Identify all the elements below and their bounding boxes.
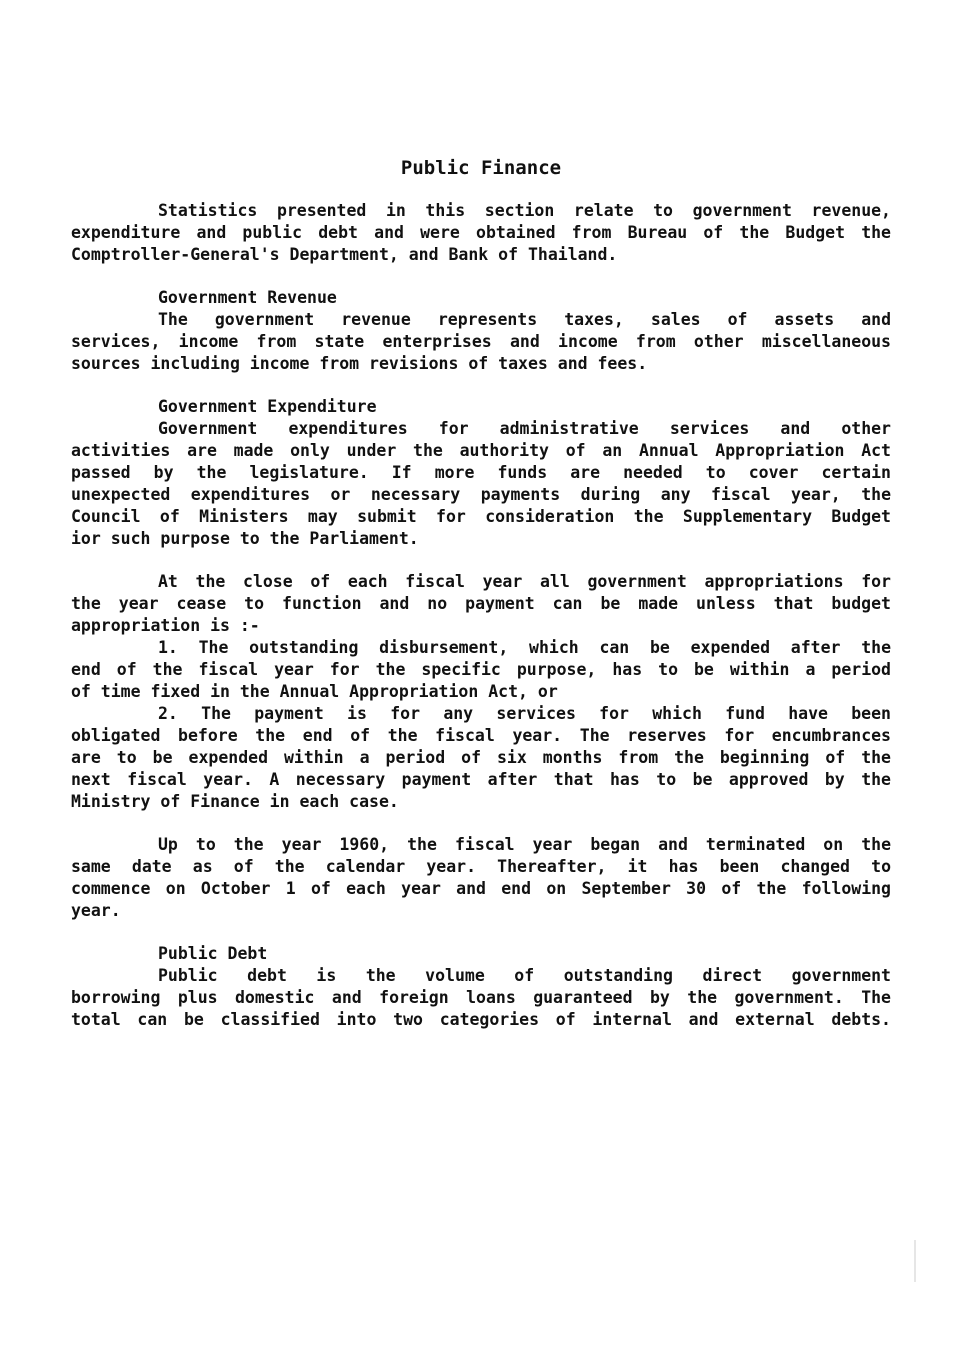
scan-edge-mark bbox=[914, 1240, 916, 1282]
paragraph-line: sources including income from revisions of taxes and fees. bbox=[71, 354, 648, 373]
list-item-line: obligated before the end of the fiscal year. The reserves for encumbrances bbox=[71, 726, 891, 745]
paragraph-line: expenditure and public debt and were obtained from Bureau of the Budget the bbox=[71, 223, 891, 242]
list-item-line: Ministry of Finance in each case. bbox=[71, 792, 399, 811]
paragraph-line: total can be classified into two categories of internal and external debts. bbox=[71, 1010, 891, 1029]
list-item-line: 1. The outstanding disbursement, which can be expended after the bbox=[158, 638, 891, 657]
paragraph-line: At the close of each fiscal year all government appropriations for bbox=[158, 572, 891, 591]
paragraph-line: Statistics presented in this section relate to government revenue, bbox=[158, 201, 891, 220]
paragraph-line: Council of Ministers may submit for consideration the Supplementary Budget bbox=[71, 507, 891, 526]
list-item-line: next fiscal year. A necessary payment after that has to be approved by the bbox=[71, 770, 891, 789]
page-title: Public Finance bbox=[400, 157, 562, 179]
expenditure-section bbox=[71, 396, 891, 550]
paragraph-line: passed by the legislature. If more funds are needed to cover certain bbox=[71, 463, 891, 482]
paragraph-line: year. bbox=[71, 901, 121, 920]
paragraph-line: the year cease to function and no payment can be made unless that budget bbox=[71, 594, 891, 613]
paragraph-line: activities are made only under the authority of an Annual Appropriation Act bbox=[71, 441, 891, 460]
paragraph-line: same date as of the calendar year. Thereafter, it has been changed to bbox=[71, 857, 891, 876]
paragraph-line: Government expenditures for administrative services and other bbox=[158, 419, 891, 438]
fiscal-year-paragraph bbox=[71, 834, 891, 922]
paragraph-line: ior such purpose to the Parliament. bbox=[71, 529, 419, 548]
intro-paragraph bbox=[71, 200, 891, 266]
section-heading: Government Revenue bbox=[158, 288, 337, 307]
section-heading: Public Debt bbox=[158, 944, 268, 963]
paragraph-line: appropriation is :- bbox=[71, 616, 260, 635]
revenue-section bbox=[71, 287, 891, 375]
paragraph-line: unexpected expenditures or necessary payments during any fiscal year, the bbox=[71, 485, 891, 504]
paragraph-line: commence on October 1 of each year and end on September 30 of the following bbox=[71, 879, 891, 898]
paragraph-line: Public debt is the volume of outstanding direct government bbox=[158, 966, 891, 985]
paragraph-line: Comptroller-General's Department, and Bank of Thailand. bbox=[71, 245, 618, 264]
section-heading: Government Expenditure bbox=[158, 397, 377, 416]
paragraph-line: Up to the year 1960, the fiscal year began and terminated on the bbox=[158, 835, 891, 854]
debt-section bbox=[71, 943, 891, 1031]
paragraph-line: The government revenue represents taxes, sales of assets and bbox=[158, 310, 891, 329]
paragraph-line: services, income from state enterprises and income from other miscellaneous bbox=[71, 332, 891, 351]
paragraph-line: borrowing plus domestic and foreign loans guaranteed by the government. The bbox=[71, 988, 891, 1007]
appropriations-paragraph bbox=[71, 571, 891, 813]
list-item-line: are to be expended within a period of six months from the beginning of the bbox=[71, 748, 891, 767]
list-item-line: 2. The payment is for any services for which fund have been bbox=[158, 704, 891, 723]
list-item-line: end of the fiscal year for the specific purpose, has to be within a period bbox=[71, 660, 891, 679]
list-item-line: of time fixed in the Annual Appropriation Act, or bbox=[71, 682, 558, 701]
